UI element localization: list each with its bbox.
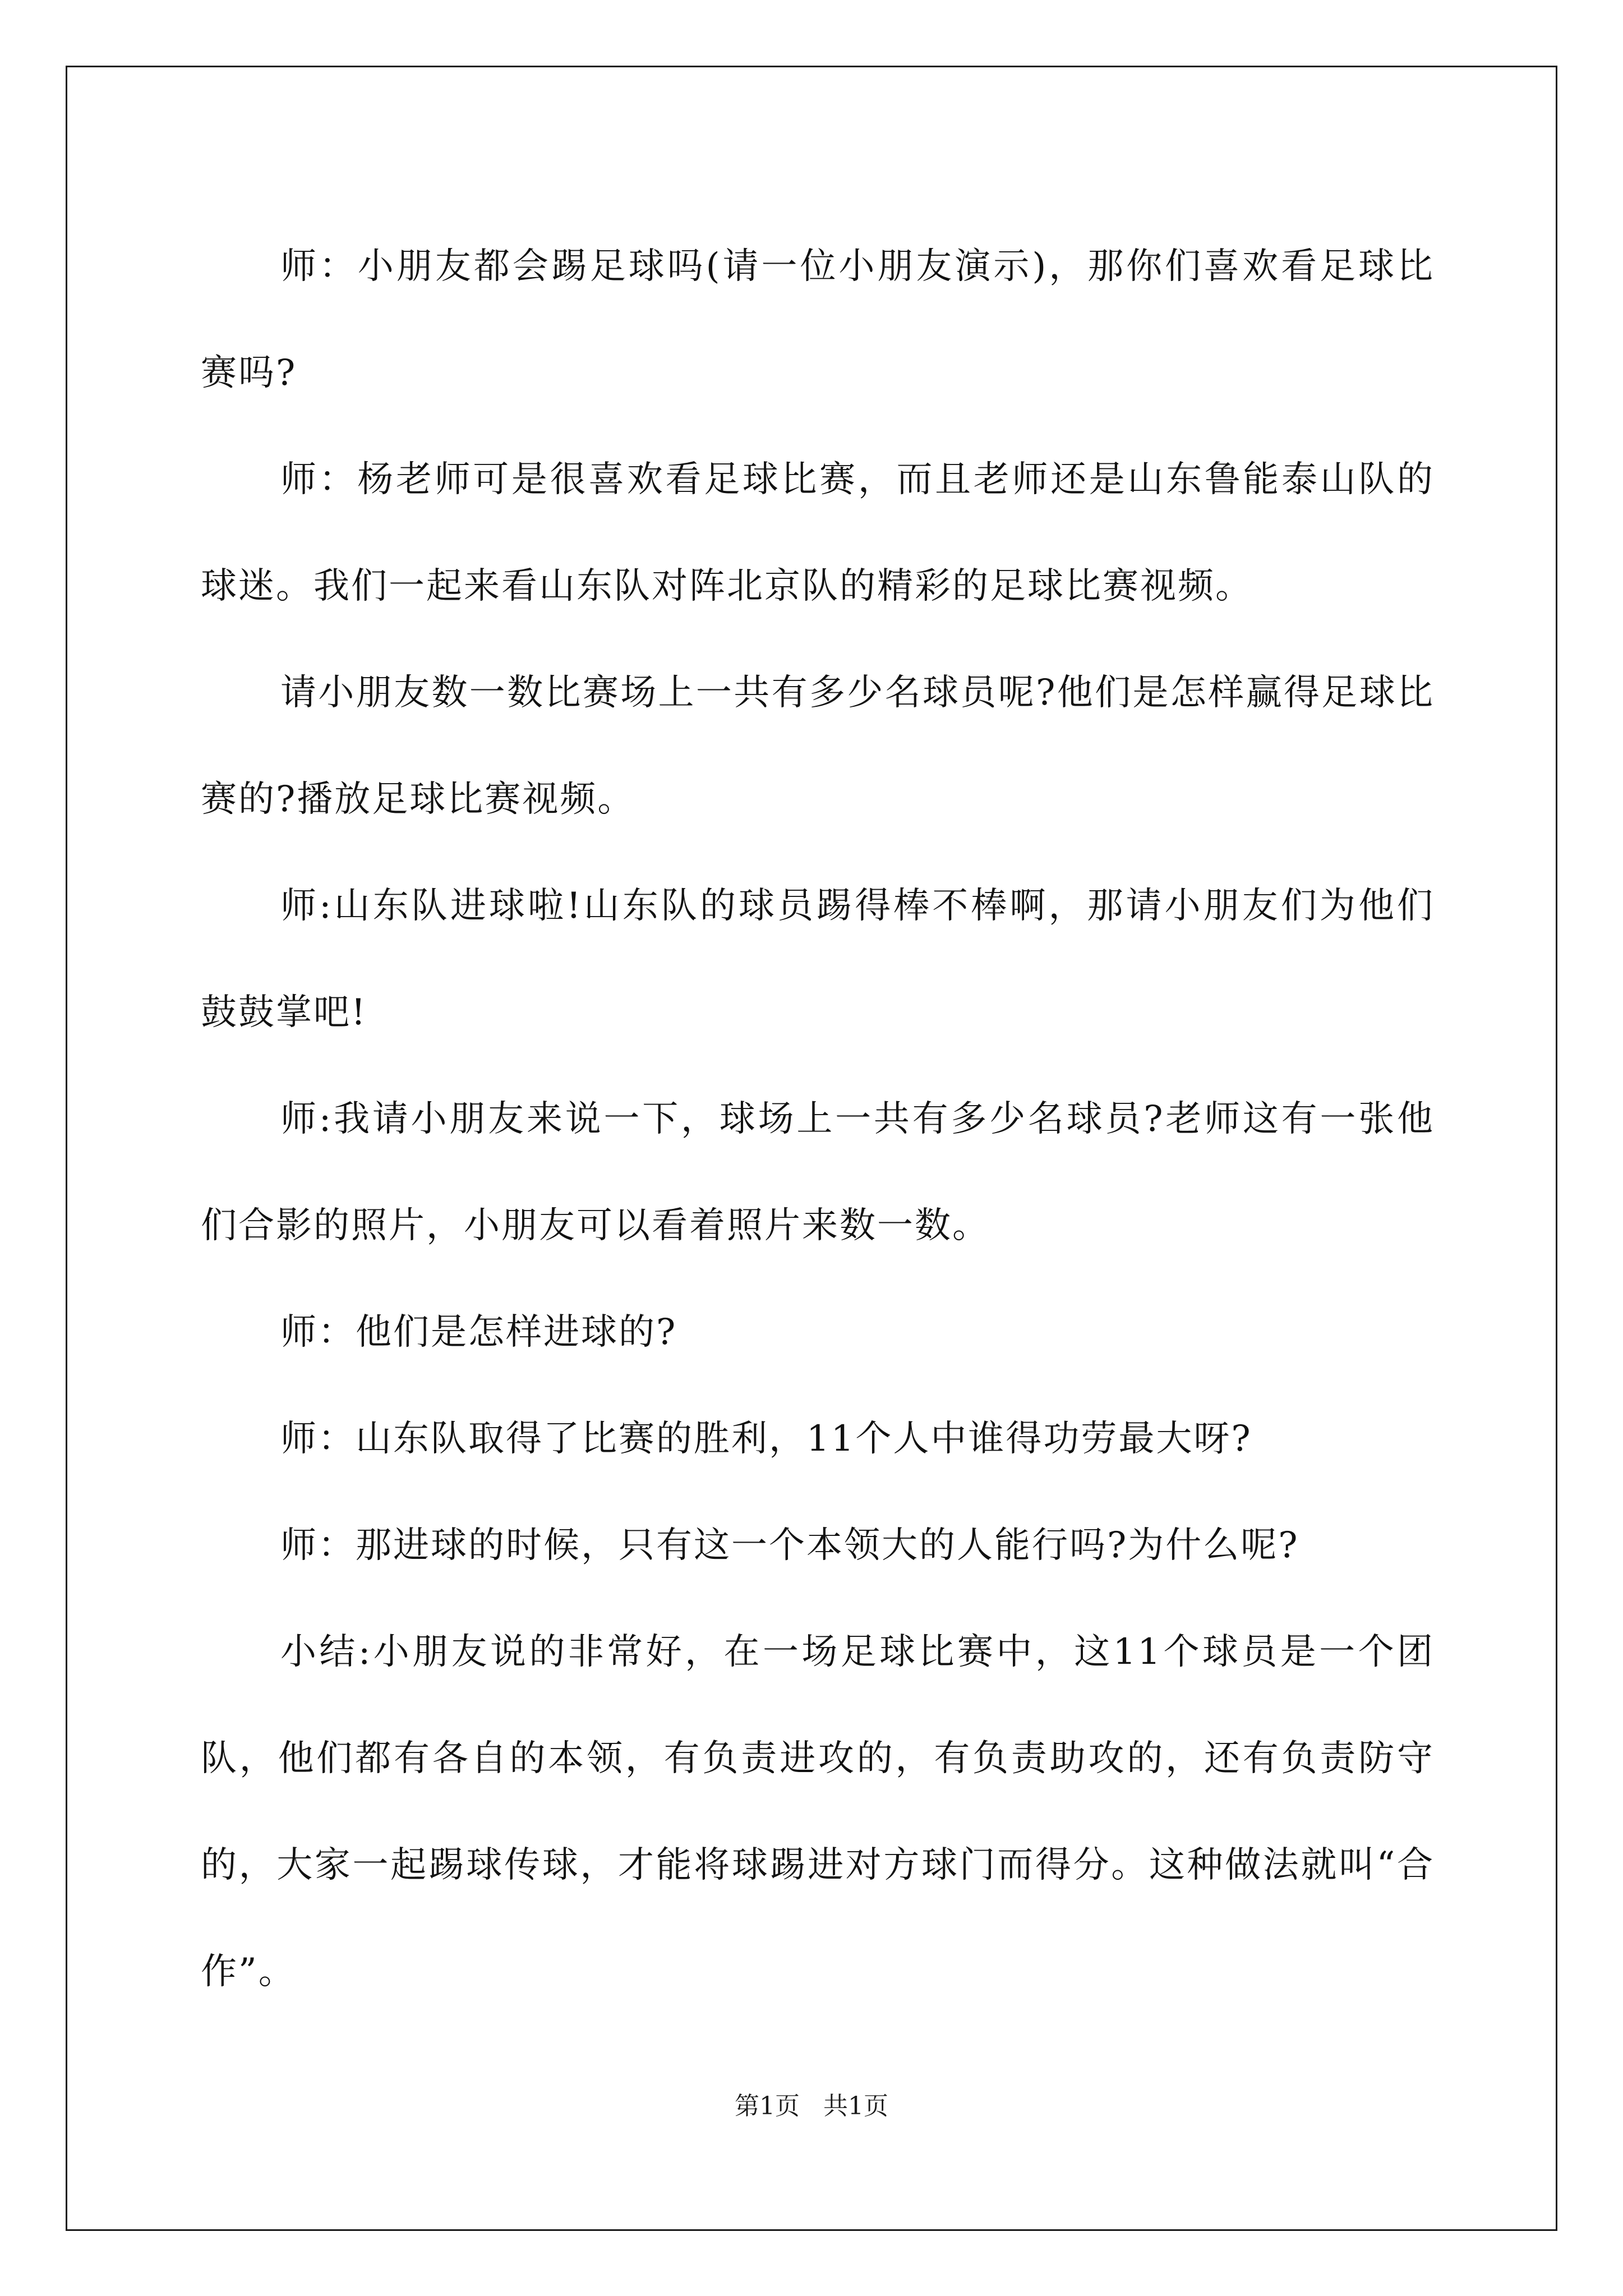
paragraph-1: 师：小朋友都会踢足球吗(请一位小朋友演示)，那你们喜欢看足球比赛吗?: [201, 246, 1435, 394]
page-footer: [0, 2090, 1623, 2123]
paragraph-6: 师：他们是怎样进球的?: [280, 1312, 677, 1353]
document-body: [201, 213, 1435, 2025]
paragraph-5: 师:我请小朋友来说一下，球场上一共有多少名球员?老师这有一张他们合影的照片，小朋友可以看着照片来数一数。: [201, 1098, 1435, 1246]
paragraph-4: 师:山东队进球啦!山东队的球员踢得棒不棒啊，那请小朋友们为他们鼓鼓掌吧!: [201, 885, 1435, 1033]
paragraph-3: 请小朋友数一数比赛场上一共有多少名球员呢?他们是怎样赢得足球比赛的?播放足球比赛视频。: [201, 672, 1435, 820]
page-total: 共1页: [823, 2092, 888, 2120]
page-number: 第1页: [735, 2092, 800, 2120]
paragraph-8: 师：那进球的时候，只有这一个本领大的人能行吗?为什么呢?: [280, 1525, 1299, 1566]
paragraph-2: 师：杨老师可是很喜欢看足球比赛，而且老师还是山东鲁能泰山队的球迷。我们一起来看山东队对阵北京队的精彩的足球比赛视频。: [201, 459, 1435, 607]
paragraph-9: 小结:小朋友说的非常好，在一场足球比赛中，这11个球员是一个团队，他们都有各自的本领，有负责进攻的，有负责助攻的，还有负责防守的，大家一起踢球传球，才能将球踢进对方球门而得分。这种做法就叫“合作”。: [201, 1631, 1435, 1993]
paragraph-7: 师：山东队取得了比赛的胜利，11个人中谁得功劳最大呀?: [280, 1418, 1252, 1460]
